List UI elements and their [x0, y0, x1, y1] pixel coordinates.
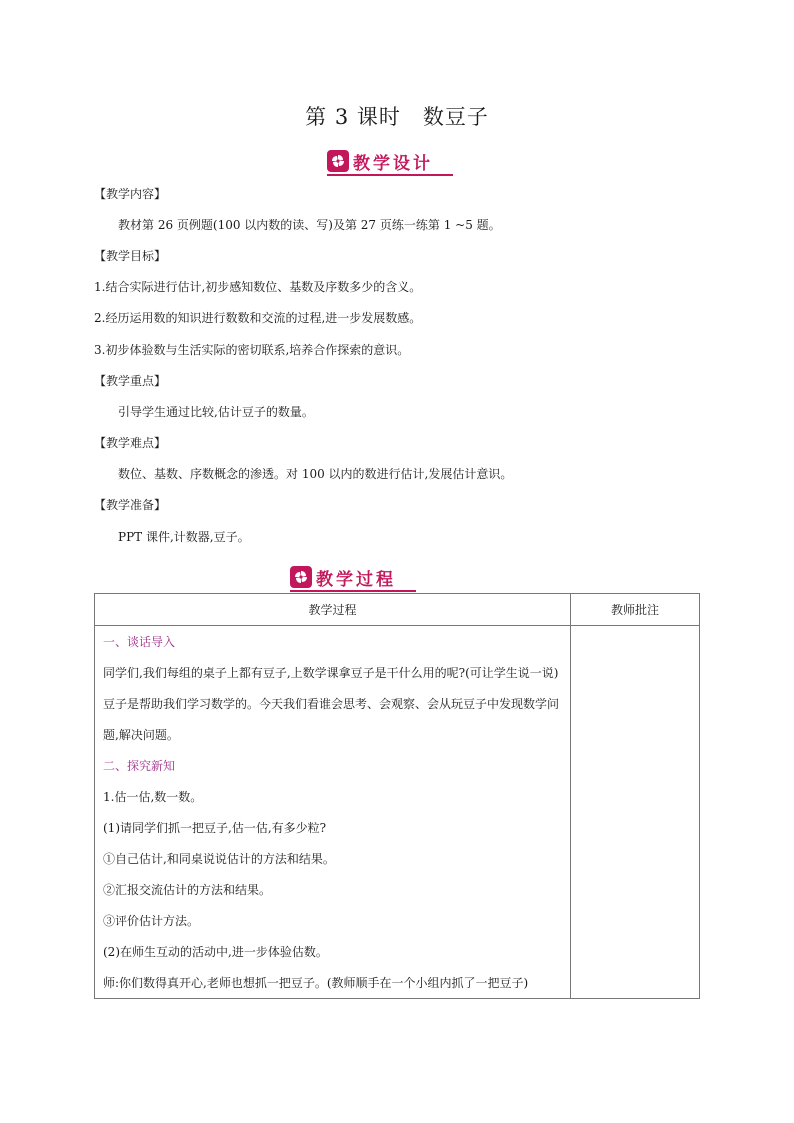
banner-label: 教学过程 [316, 569, 396, 590]
process-line: 豆子是帮助我们学习数学的。今天我们看谁会思考、会观察、会从玩豆子中发现数学问 [103, 697, 560, 711]
difficulty-text: 数位、基数、序数概念的渗透。对 100 以内的数进行估计,发展估计意识。 [118, 467, 513, 481]
goals-heading: 【教学目标】 [94, 249, 167, 263]
process-line: (1)请同学们抓一把豆子,估一估,有多少粒? [103, 821, 327, 835]
process-content-cell [95, 626, 571, 999]
section-title-explore: 二、探究新知 [103, 759, 176, 773]
page-title: 第 3 课时 数豆子 [305, 105, 489, 129]
goal-item: 3.初步体验数与生活实际的密切联系,培养合作探索的意识。 [94, 343, 410, 357]
teaching-process-banner [290, 564, 410, 590]
flower-logo-icon [327, 150, 349, 172]
goal-item: 2.经历运用数的知识进行数数和交流的过程,进一步发展数感。 [94, 311, 422, 325]
process-line: 题,解决问题。 [103, 728, 179, 742]
banner-underline [327, 174, 453, 176]
section-title-intro: 一、谈话导入 [103, 635, 176, 649]
goal-item: 1.结合实际进行估计,初步感知数位、基数及序数多少的含义。 [94, 280, 422, 294]
flower-logo-icon [290, 566, 312, 588]
process-line: 同学们,我们每组的桌子上都有豆子,上数学课拿豆子是干什么用的呢?(可让学生说一说) [103, 666, 559, 680]
banner-underline [290, 590, 416, 592]
process-line: ②汇报交流估计的方法和结果。 [103, 883, 272, 897]
process-line: (2)在师生互动的活动中,进一步体验估数。 [103, 945, 328, 959]
process-line: ①自己估计,和同桌说说估计的方法和结果。 [103, 852, 335, 866]
process-line: 1.估一估,数一数。 [103, 790, 203, 804]
key-heading: 【教学重点】 [94, 374, 167, 388]
prep-text: PPT 课件,计数器,豆子。 [118, 530, 250, 544]
prep-heading: 【教学准备】 [94, 498, 167, 512]
teaching-process-table [94, 593, 700, 999]
key-text: 引导学生通过比较,估计豆子的数量。 [118, 405, 314, 419]
banner-label: 教学设计 [353, 153, 433, 174]
table-header-notes: 教师批注 [571, 594, 700, 626]
process-line: 师:你们数得真开心,老师也想抓一把豆子。(教师顺手在一个小组内抓了一把豆子) [103, 976, 529, 990]
difficulty-heading: 【教学难点】 [94, 436, 167, 450]
content-heading: 【教学内容】 [94, 187, 167, 201]
teacher-notes-cell [571, 626, 700, 999]
table-header-process: 教学过程 [95, 594, 571, 626]
content-text: 教材第 26 页例题(100 以内数的读、写)及第 27 页练一练第 1 ~5 题。 [118, 218, 501, 232]
teaching-design-banner [327, 148, 447, 174]
process-line: ③评价估计方法。 [103, 914, 200, 928]
